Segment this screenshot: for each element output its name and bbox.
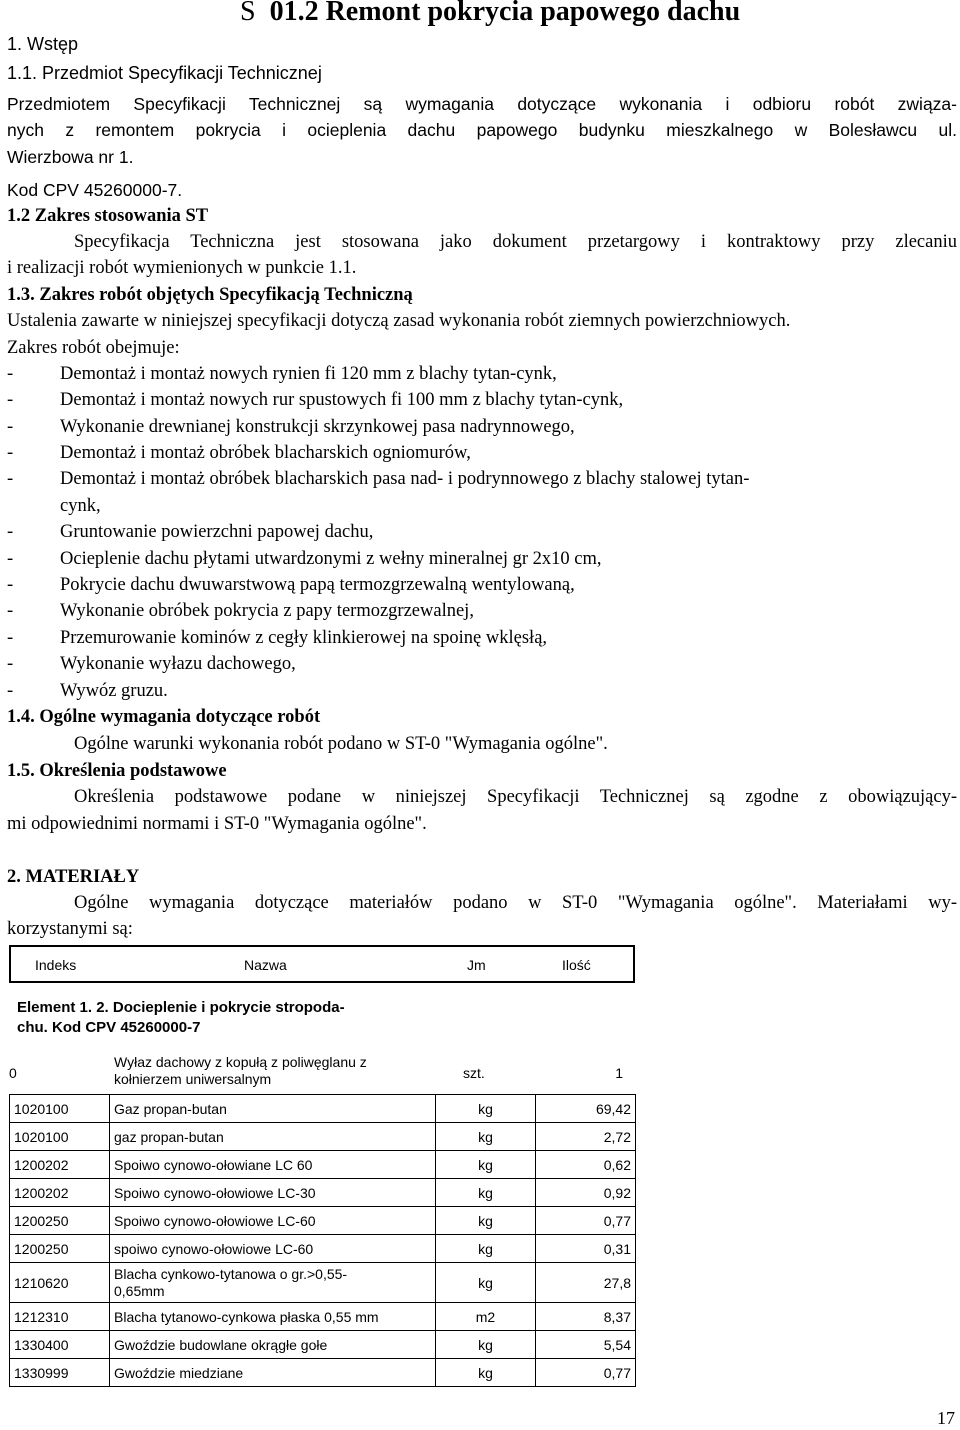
list-item: - Wywóz gruzu. bbox=[7, 681, 168, 701]
table-header bbox=[9, 945, 635, 983]
section-1-5-heading: 1.5. Określenia podstawowe bbox=[7, 761, 227, 781]
para-1-2-line2: i realizacji robót wymienionych w punkcie 1.1. bbox=[7, 258, 357, 278]
title-text: 01.2 Remont pokrycia papowego dachu bbox=[269, 0, 741, 27]
list-item: - Demontaż i montaż obróbek blacharskich ogniomurów, bbox=[7, 443, 471, 463]
header-qty: Ilość bbox=[562, 957, 591, 973]
header-index: Indeks bbox=[35, 957, 77, 973]
para-1-1-line4: Kod CPV 45260000-7. bbox=[7, 180, 183, 200]
table-row: 1200250 spoiwo cynowo-ołowiowe LC-60 kg 0,31 bbox=[10, 1235, 636, 1263]
title-prefix: S bbox=[240, 0, 256, 27]
list-item: - Ocieplenie dachu płytami utwardzonymi z wełny mineralnej gr 2x10 cm, bbox=[7, 549, 602, 569]
list-item: - Demontaż i montaż obróbek blacharskich pasa nad- i podrynnowego z blachy stalowej tytan- bbox=[7, 469, 750, 489]
table-row: 1020100 gaz propan-butan kg 2,72 bbox=[10, 1123, 636, 1151]
table-row: 0 Wyłaz dachowy z kopułą z poliwęglanu z kołnierzem uniwersalnym szt. 1 bbox=[9, 1054, 623, 1087]
para-1-5-line2: mi odpowiednimi normami i ST-0 "Wymagania ogólne". bbox=[7, 814, 427, 834]
list-item: - Wykonanie wyłazu dachowego, bbox=[7, 654, 296, 674]
table-row: 1330400 Gwoździe budowlane okrągłe gołe kg 5,54 bbox=[10, 1331, 636, 1359]
list-item: - Demontaż i montaż nowych rur spustowych fi 100 mm z blachy tytan-cynk, bbox=[7, 390, 624, 410]
header-name: Nazwa bbox=[244, 957, 287, 973]
para-1-1-line3: Wierzbowa nr 1. bbox=[7, 147, 134, 167]
para-1-2-line1: Specyfikacja Techniczna jest stosowana jako dokument przetargowy i kontraktowy przy zlecaniu bbox=[74, 232, 957, 252]
list-item: - Przemurowanie kominów z cegły klinkierowej na spoinę wklęsłą, bbox=[7, 628, 548, 648]
document-title bbox=[240, 0, 740, 28]
section-1-3-heading: 1.3. Zakres robót objętych Specyfikacją Techniczną bbox=[7, 285, 413, 305]
list-item: - Gruntowanie powierzchni papowej dachu, bbox=[7, 522, 374, 542]
para-1-5-line1: Określenia podstawowe podane w niniejszej Specyfikacji Technicznej są zgodne z obowiązujący- bbox=[74, 787, 957, 807]
table-group-title: Element 1. 2. Docieplenie i pokrycie stropoda- chu. Kod CPV 45260000-7 bbox=[17, 999, 345, 1036]
materials-table bbox=[9, 1094, 636, 1387]
table-row: 1330999 Gwoździe miedziane kg 0,77 bbox=[10, 1359, 636, 1387]
list-item: - Demontaż i montaż nowych rynien fi 120 mm z blachy tytan-cynk, bbox=[7, 364, 557, 384]
table-row: 1212310 Blacha tytanowo-cynkowa płaska 0,55 mm m2 8,37 bbox=[10, 1303, 636, 1331]
list-item: - Wykonanie drewnianej konstrukcji skrzynkowej pasa nadrynnowego, bbox=[7, 417, 575, 437]
section-1-heading: 1. Wstęp bbox=[7, 34, 79, 54]
para-1-1-line2: nych z remontem pokrycia i ocieplenia dachu papowego budynku mieszkalnego w Bolesławcu ul. bbox=[7, 120, 957, 140]
section-1-2-heading: 1.2 Zakres stosowania ST bbox=[7, 206, 209, 226]
section-2-heading: 2. MATERIAŁY bbox=[7, 867, 140, 887]
para-2-line1: Ogólne wymagania dotyczące materiałów podano w ST-0 "Wymagania ogólne". Materiałami wy- bbox=[74, 893, 957, 913]
table-row: 1200202 Spoiwo cynowo-ołowiowe LC-30 kg 0,92 bbox=[10, 1179, 636, 1207]
list-item: - Pokrycie dachu dwuwarstwową papą termozgrzewalną wentylowaną, bbox=[7, 575, 575, 595]
list-item-continuation: cynk, bbox=[60, 496, 101, 516]
list-item: - Wykonanie obróbek pokrycia z papy termozgrzewalnej, bbox=[7, 601, 474, 621]
header-unit: Jm bbox=[467, 957, 486, 973]
section-1-1-heading: 1.1. Przedmiot Specyfikacji Technicznej bbox=[7, 63, 322, 83]
table-row: 1020100 Gaz propan-butan kg 69,42 bbox=[10, 1095, 636, 1123]
page-number: 17 bbox=[937, 1408, 955, 1428]
para-1-3-line1: Ustalenia zawarte w niniejszej specyfikacji dotyczą zasad wykonania robót ziemnych powierzchniowych. bbox=[7, 311, 791, 331]
section-1-4-heading: 1.4. Ogólne wymagania dotyczące robót bbox=[7, 707, 321, 727]
para-1-1-line1: Przedmiotem Specyfikacji Technicznej są wymagania dotyczące wykonania i odbioru robót związa- bbox=[7, 94, 957, 114]
para-2-line2: korzystanymi są: bbox=[7, 919, 133, 939]
para-1-3-line2: Zakres robót obejmuje: bbox=[7, 338, 180, 358]
table-row: 1200202 Spoiwo cynowo-ołowiane LC 60 kg 0,62 bbox=[10, 1151, 636, 1179]
table-row: 1200250 Spoiwo cynowo-ołowiowe LC-60 kg 0,77 bbox=[10, 1207, 636, 1235]
table-row: 1210620 Blacha cynkowo-tytanowa o gr.>0,55- 0,65mm kg 27,8 bbox=[10, 1263, 636, 1303]
para-1-4: Ogólne warunki wykonania robót podano w ST-0 "Wymagania ogólne". bbox=[74, 734, 608, 754]
